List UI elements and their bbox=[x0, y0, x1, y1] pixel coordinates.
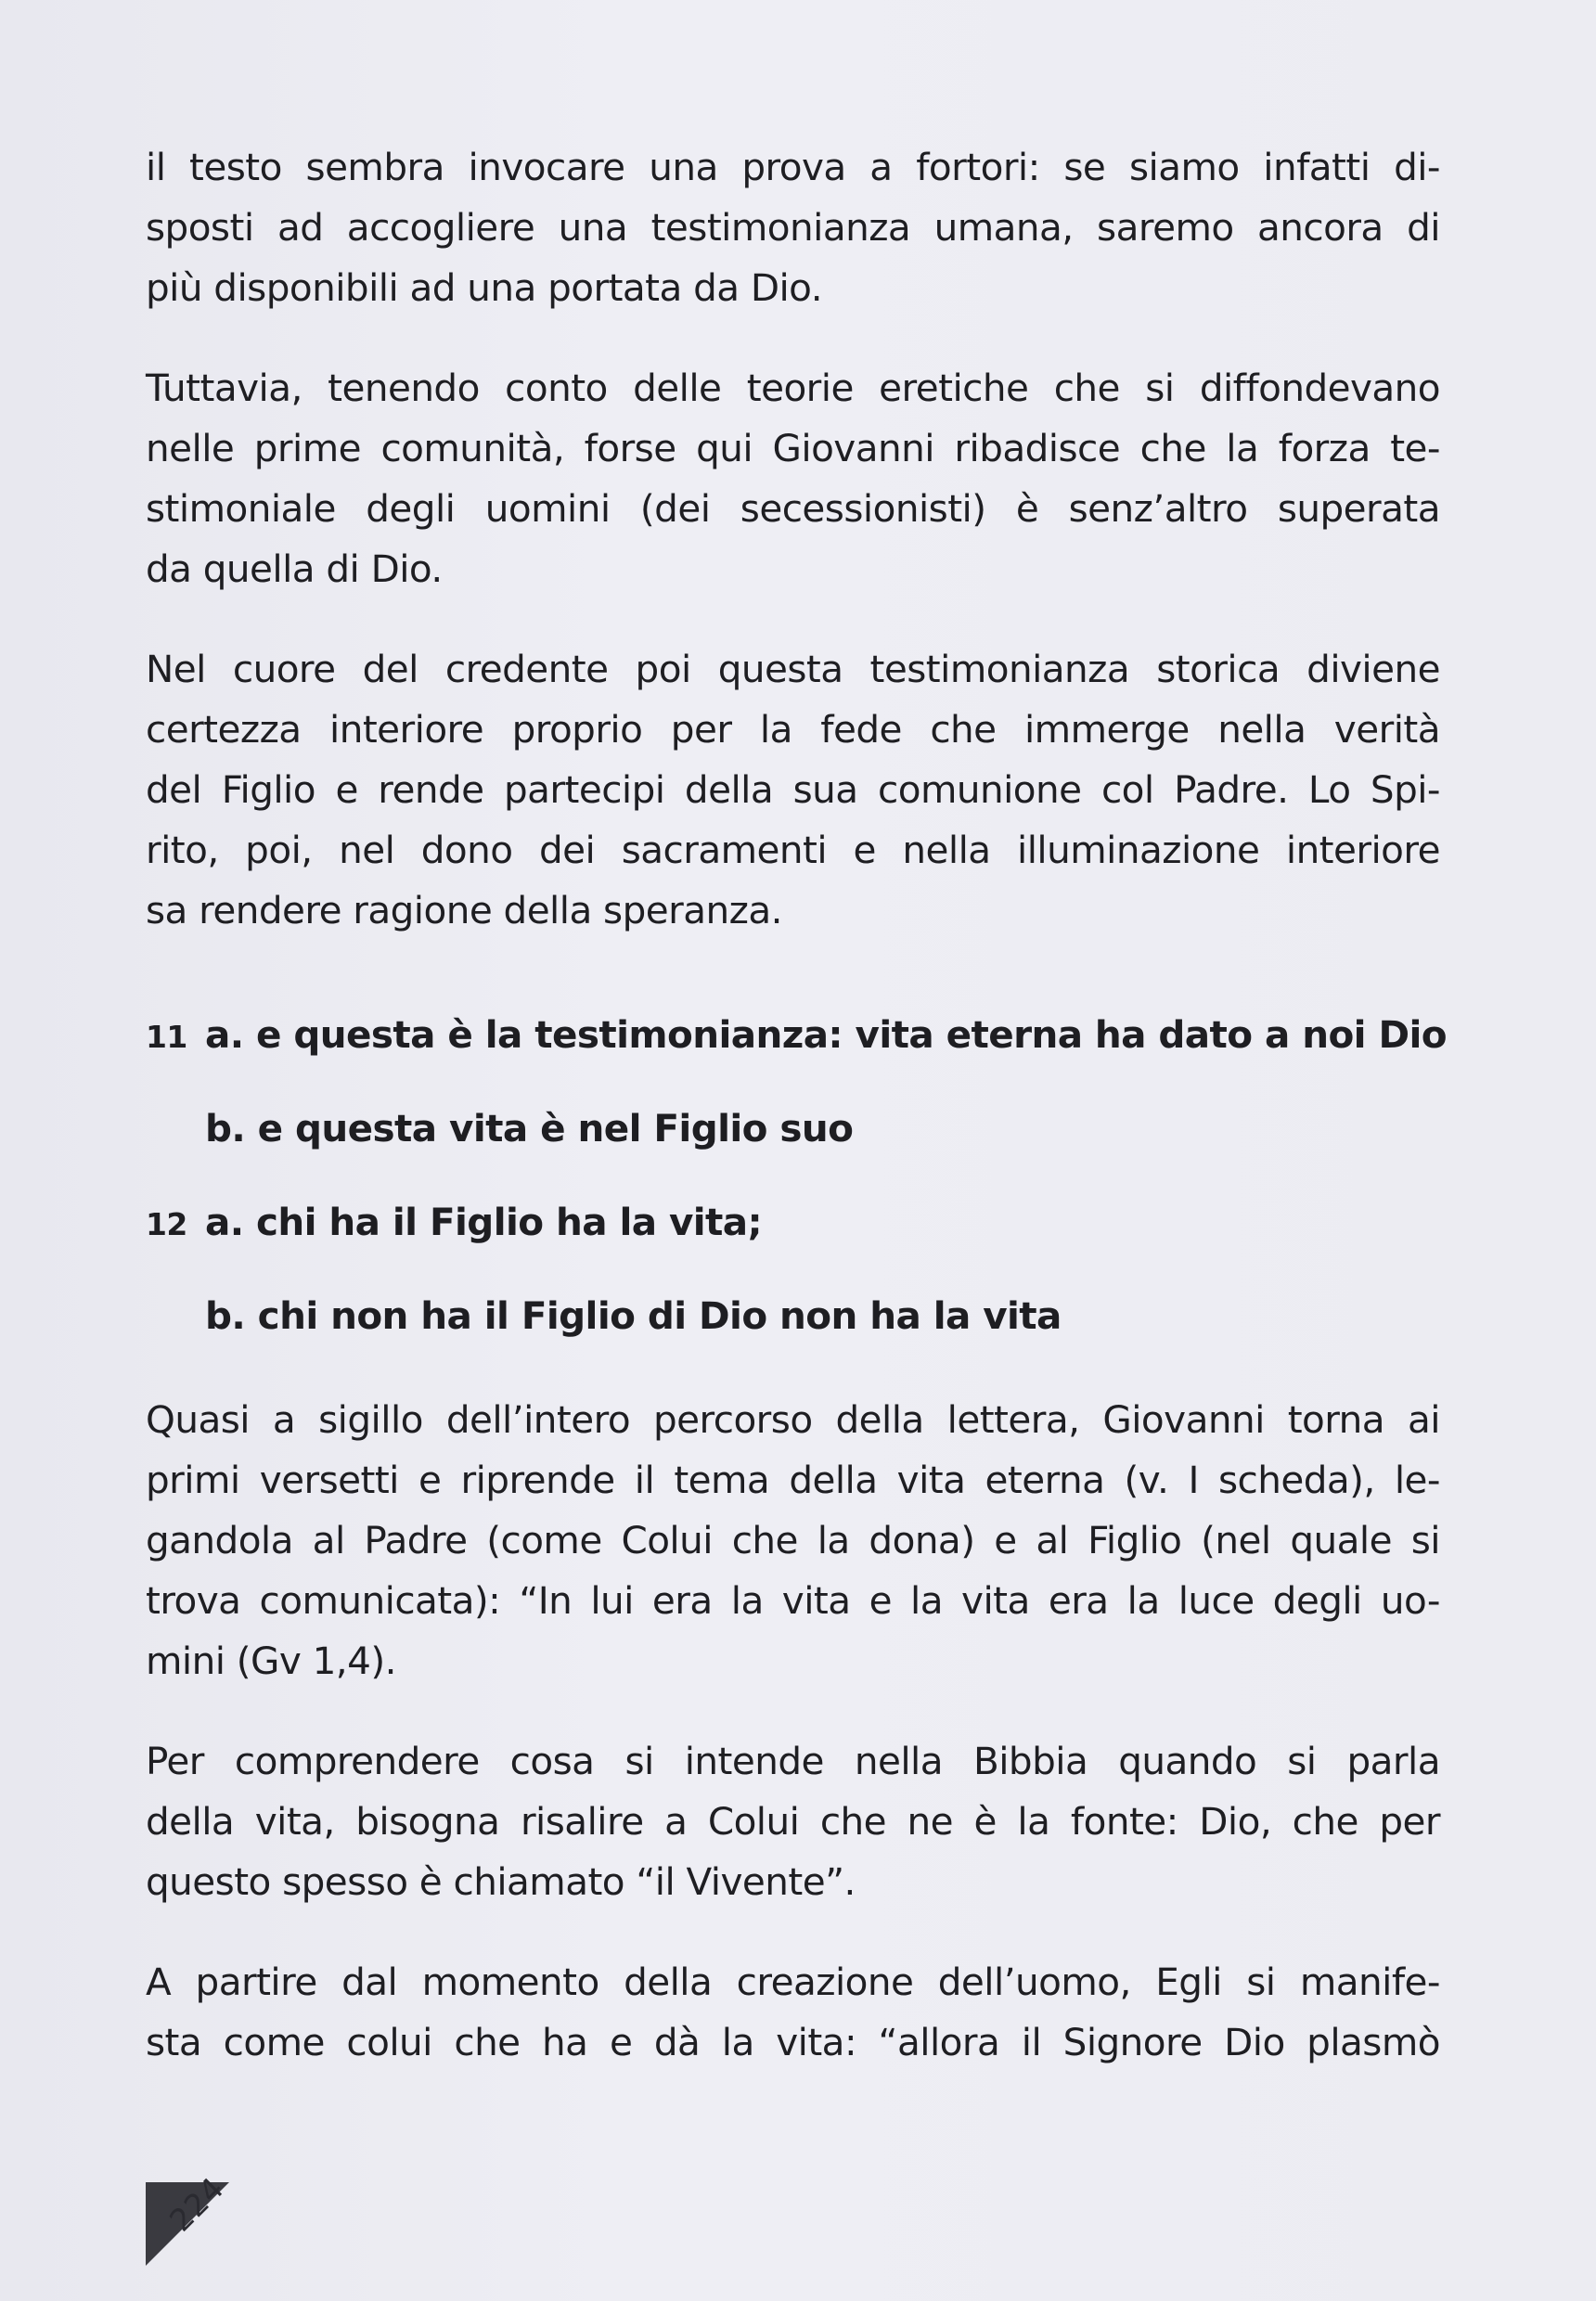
paragraph-line: certezza interiore proprio per la fede che immerge nella verità bbox=[146, 707, 1440, 752]
paragraph-line: Per comprendere cosa si intende nella Bibbia quando si parla bbox=[146, 1739, 1440, 1783]
paragraph-3 bbox=[146, 639, 1440, 941]
page-content bbox=[146, 137, 1447, 2073]
verse-line bbox=[146, 1196, 1440, 1248]
paragraph-line: rito, poi, nel dono dei sacramenti e nella illuminazione interiore bbox=[146, 828, 1440, 872]
verse-line bbox=[146, 1290, 1440, 1342]
paragraph-line: nelle prime comunità, forse qui Giovanni ribadisce che la forza te- bbox=[146, 426, 1440, 470]
paragraph-line: il testo sembra invocare una prova a fortori: se siamo infatti di- bbox=[146, 145, 1440, 189]
paragraph-line: primi versetti e riprende il tema della vita eterna (v. I scheda), le- bbox=[146, 1458, 1440, 1502]
paragraph-1 bbox=[146, 137, 1440, 318]
paragraph-line: questo spesso è chiamato “il Vivente”. bbox=[146, 1859, 856, 1904]
verse-text: a. e questa è la testimonianza: vita eterna ha dato a noi Dio bbox=[205, 1012, 1447, 1057]
paragraph-line: da quella di Dio. bbox=[146, 546, 443, 591]
paragraph-line: trova comunicata): “In lui era la vita e la vita era la luce degli uo- bbox=[146, 1578, 1440, 1623]
paragraph-line: gandola al Padre (come Colui che la dona) e al Figlio (nel quale si bbox=[146, 1518, 1440, 1562]
paragraph-line: più disponibili ad una portata da Dio. bbox=[146, 265, 823, 310]
paragraph-line: Nel cuore del credente poi questa testimonianza storica diviene bbox=[146, 647, 1440, 691]
paragraph-line: stimoniale degli uomini (dei secessionisti) è senz’altro superata bbox=[146, 486, 1440, 531]
paragraph-line: sa rendere ragione della speranza. bbox=[146, 888, 782, 932]
paragraph-4 bbox=[146, 1390, 1440, 1691]
scripture-verses bbox=[146, 1009, 1447, 1342]
verse-text: b. e questa vita è nel Figlio suo bbox=[205, 1106, 854, 1150]
paragraph-line: Tuttavia, tenendo conto delle teorie eretiche che si diffondevano bbox=[146, 366, 1440, 410]
paragraph-line: sposti ad accogliere una testimonianza umana, saremo ancora di bbox=[146, 205, 1440, 250]
verse-text: a. chi ha il Figlio ha la vita; bbox=[205, 1200, 763, 1244]
page-number: 224 bbox=[162, 2169, 232, 2239]
paragraph-line: A partire dal momento della creazione dell’uomo, Egli si manife- bbox=[146, 1960, 1440, 2004]
verse-text: b. chi non ha il Figlio di Dio non ha la vita bbox=[205, 1293, 1062, 1338]
paragraph-2 bbox=[146, 358, 1440, 599]
verse-line bbox=[146, 1009, 1447, 1061]
paragraph-5 bbox=[146, 1731, 1440, 1912]
verse-line bbox=[146, 1102, 1440, 1154]
paragraph-line: Quasi a sigillo dell’intero percorso della lettera, Giovanni torna ai bbox=[146, 1397, 1440, 1442]
paragraph-line: mini (Gv 1,4). bbox=[146, 1639, 396, 1683]
verse-number: 12 bbox=[146, 1206, 187, 1242]
paragraph-line: sta come colui che ha e dà la vita: “allora il Signore Dio plasmò bbox=[146, 2020, 1440, 2064]
paragraph-line: del Figlio e rende partecipi della sua comunione col Padre. Lo Spi- bbox=[146, 767, 1440, 812]
paragraph-line: della vita, bisogna risalire a Colui che ne è la fonte: Dio, che per bbox=[146, 1799, 1440, 1844]
paragraph-6 bbox=[146, 1952, 1440, 2073]
verse-number: 11 bbox=[146, 1019, 187, 1055]
